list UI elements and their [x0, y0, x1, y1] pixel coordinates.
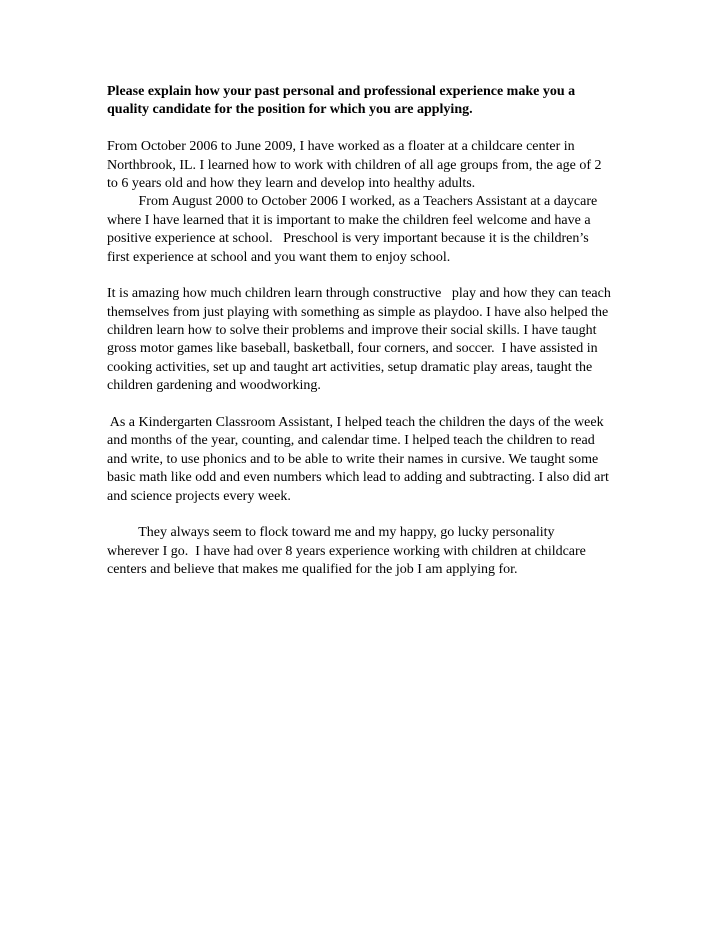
paragraph-line: cooking activities, set up and taught art activities, setup dramatic play areas, taught the [107, 359, 593, 375]
paragraph-line: It is amazing how much children learn through constructive play and how they can teach [107, 286, 611, 302]
paragraph-line: children learn how to solve their problems and improve their social skills. I have taught [107, 323, 597, 339]
paragraph-line: centers and believe that makes me qualified for the job I am applying for. [107, 562, 518, 578]
paragraph-line: gross motor games like baseball, basketball, four corners, and soccer. I have assisted in [107, 341, 598, 357]
paragraph-kindergarten [107, 414, 627, 506]
paragraph-line: and write, to use phonics and to be able to write their names in cursive. We taught some [107, 451, 599, 467]
paragraph-line: where I have learned that it is important to make the children feel welcome and have a [107, 212, 591, 228]
paragraph-line: basic math like odd and even numbers which lead to adding and subtracting. I also did art [107, 470, 609, 486]
paragraph-line: They always seem to flock toward me and my happy, go lucky personality [107, 525, 555, 541]
paragraph-line: positive experience at school. Preschool is very important because it is the children’s [107, 231, 589, 247]
paragraph-gap [107, 506, 627, 524]
paragraph-line: As a Kindergarten Classroom Assistant, I helped teach the children the days of the week [107, 415, 604, 431]
paragraph-line: themselves from just playing with something as simple as playdoo. I have also helped the [107, 304, 609, 320]
paragraph-gap [107, 267, 627, 285]
paragraph-closing [107, 524, 627, 579]
question-line: quality candidate for the position for which you are applying. [107, 102, 473, 118]
paragraph-line: and months of the year, counting, and calendar time. I helped teach the children to read [107, 433, 595, 449]
paragraph-play-learning [107, 285, 627, 395]
paragraph-line: From August 2000 to October 2006 I worked, as a Teachers Assistant at a daycare [107, 194, 598, 210]
paragraph-line: and science projects every week. [107, 488, 291, 504]
paragraph-gap [107, 120, 627, 138]
paragraph-line: to 6 years old and how they learn and develop into healthy adults. [107, 175, 476, 191]
paragraph-line: Northbrook, IL. I learned how to work with children of all age groups from, the age of 2 [107, 157, 602, 173]
question-line: Please explain how your past personal and professional experience make you a [107, 84, 576, 99]
paragraph-line: From October 2006 to June 2009, I have worked as a floater at a childcare center in [107, 139, 575, 155]
paragraph-line: children gardening and woodworking. [107, 378, 321, 394]
paragraph-gap [107, 396, 627, 414]
paragraph-work-history [107, 138, 627, 267]
question-heading [107, 83, 627, 120]
paragraph-line: first experience at school and you want them to enjoy school. [107, 249, 451, 265]
document-body [107, 83, 627, 580]
paragraph-line: wherever I go. I have had over 8 years experience working with children at childcare [107, 543, 586, 559]
